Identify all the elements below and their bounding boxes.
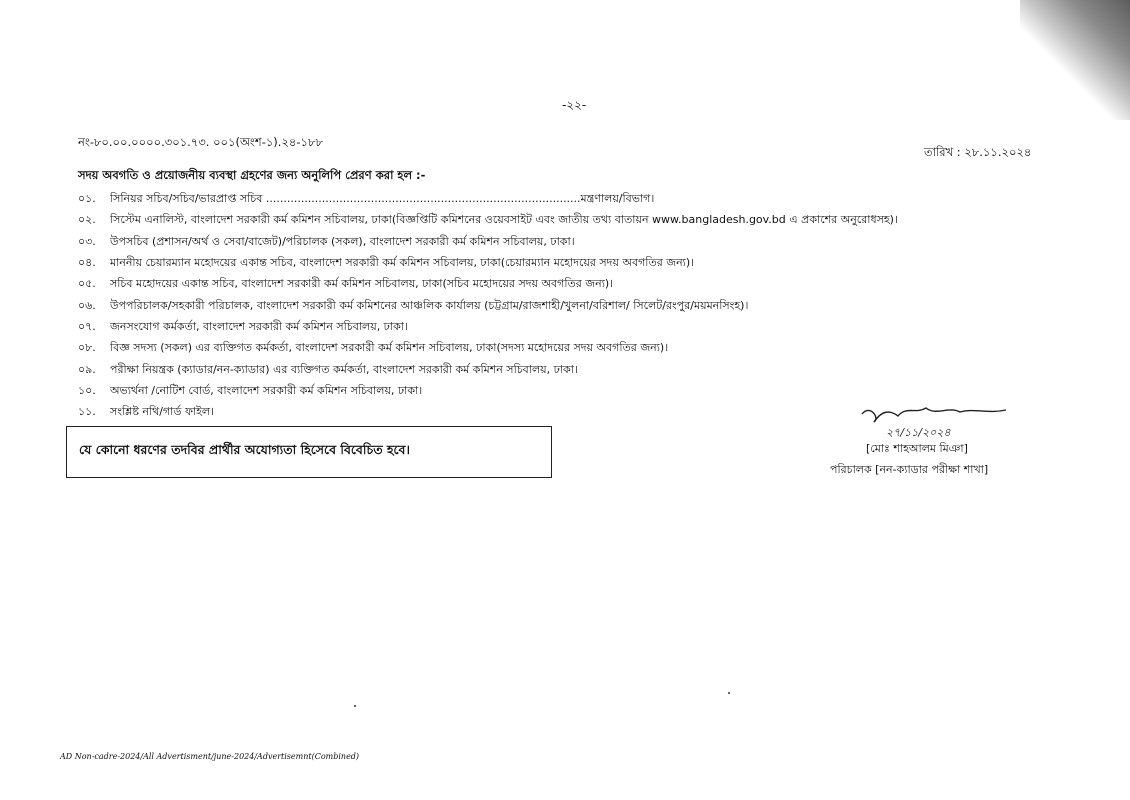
distribution-item-number: ০৬. [78, 298, 96, 312]
signature-mark [856, 400, 1016, 442]
distribution-item-number: ১০. [78, 383, 96, 397]
distribution-item-number: ০১. [78, 192, 96, 206]
memo-date: তারিখ : ২৮.১১.২০২৪ [924, 145, 1032, 159]
memo-number: নং-৮০.০০.০০০০.৩০১.৭৩. ০০১(অংশ-১).২৪-১৮৮ [78, 135, 323, 149]
distribution-item [78, 210, 1028, 231]
scan-speck [354, 705, 356, 707]
distribution-item-number: ০২. [78, 213, 96, 227]
signer-name: [মোঃ শাহআলম মিঞা] [866, 442, 968, 455]
distribution-item-number: ০৩. [78, 234, 96, 248]
distribution-item [78, 232, 1028, 253]
distribution-item-number: ০৫. [78, 277, 96, 291]
distribution-item-number: ০৪. [78, 256, 96, 270]
distribution-item-number: ১১. [78, 405, 96, 419]
warning-notice-text: যে কোনো ধরণের তদবির প্রার্থীর অযোগ্যতা হিসেবে বিবেচিত হবে। [79, 442, 410, 457]
distribution-item [78, 317, 1028, 338]
distribution-intro: সদয় অবগতি ও প্রয়োজনীয় ব্যবস্থা গ্রহণের জন্য অনুলিপি প্রেরণ করা হল :- [78, 168, 426, 182]
distribution-item-text: সিস্টেম এনালিস্ট, বাংলাদেশ সরকারী কর্ম কমিশন সচিবালয়, ঢাকা(বিজ্ঞপ্তিটি কমিশনের ওয়েবসাইট এবং জাতীয় তথ্য বাতায়ন www.bangladesh.gov.bd এ প্রকাশের অনুরোধসহ)। [110, 213, 898, 227]
page-number: -২২- [562, 98, 587, 112]
distribution-list [78, 189, 1028, 423]
signature-stroke [862, 408, 1006, 422]
scan-corner-shadow [1020, 0, 1130, 120]
signer-title: পরিচালক [নন-ক্যাডার পরীক্ষা শাখা] [830, 463, 989, 476]
distribution-item-text: মাননীয় চেয়ারম্যান মহোদয়ের একান্ত সচিব, বাংলাদেশ সরকারী কর্ম কমিশন সচিবালয়, ঢাকা(চেয়ারম্যান মহোদয়ের সদয় অবগতির জন্য)। [110, 256, 695, 270]
distribution-item-text: জনসংযোগ কর্মকর্তা, বাংলাদেশ সরকারী কর্ম কমিশন সচিবালয়, ঢাকা। [110, 319, 408, 333]
distribution-item [78, 338, 1028, 359]
distribution-item-text: সচিব মহোদয়ের একান্ত সচিব, বাংলাদেশ সরকারী কর্ম কমিশন সচিবালয়, ঢাকা(সচিব মহোদয়ের সদয় অবগতির জন্য)। [110, 277, 614, 291]
distribution-item-number: ০৮. [78, 341, 96, 355]
warning-notice-box [66, 426, 552, 478]
distribution-item-text: সিনিয়র সচিব/সচিব/ভারপ্রাপ্ত সচিব ..........................................................................................মন্ত্রণালয়/বিভাগ। [110, 192, 655, 206]
distribution-item [78, 274, 1028, 295]
distribution-item [78, 381, 1028, 402]
distribution-item-text: পরীক্ষা নিয়ন্ত্রক (ক্যাডার/নন-ক্যাডার) এর ব্যক্তিগত কর্মকর্তা, বাংলাদেশ সরকারী কর্ম কমিশন সচিবালয়, ঢাকা। [110, 362, 578, 376]
distribution-item-number: ০৭. [78, 319, 96, 333]
distribution-item [78, 189, 1028, 210]
distribution-item-text: উপসচিব (প্রশাসন/অর্থ ও সেবা/বাজেট)/পরিচালক (সকল), বাংলাদেশ সরকারী কর্ম কমিশন সচিবালয়, ঢাকা। [110, 234, 575, 248]
distribution-item-text: সংশ্লিষ্ট নথি/গার্ড ফাইল। [110, 405, 215, 419]
distribution-item-text: বিজ্ঞ সদস্য (সকল) এর ব্যক্তিগত কর্মকর্তা, বাংলাদেশ সরকারী কর্ম কমিশন সচিবালয়, ঢাকা(সদস্য মহোদয়ের সদয় অবগতির জন্য)। [110, 341, 669, 355]
distribution-item [78, 359, 1028, 380]
scan-speck [728, 692, 730, 694]
signature-date: ২৭/১১/২০২৪ [886, 426, 951, 439]
distribution-item [78, 253, 1028, 274]
distribution-item-text: অভ্যর্থনা /নোটিশ বোর্ড, বাংলাদেশ সরকারী কর্ম কমিশন সচিবালয়, ঢাকা। [110, 383, 423, 397]
distribution-item [78, 295, 1028, 316]
distribution-item-text: উপপরিচালক/সহকারী পরিচালক, বাংলাদেশ সরকারী কর্ম কমিশনের আঞ্চলিক কার্যালয় (চট্টগ্রাম/রাজশাহী/খুলনা/বরিশাল/ সিলেট/রংপুর/ময়মনসিংহ)। [110, 298, 749, 312]
footer-path: AD Non-cadre-2024/All Advertisment/june-2024/Advertisemnt(Combined) [60, 752, 360, 761]
distribution-item-number: ০৯. [78, 362, 96, 376]
